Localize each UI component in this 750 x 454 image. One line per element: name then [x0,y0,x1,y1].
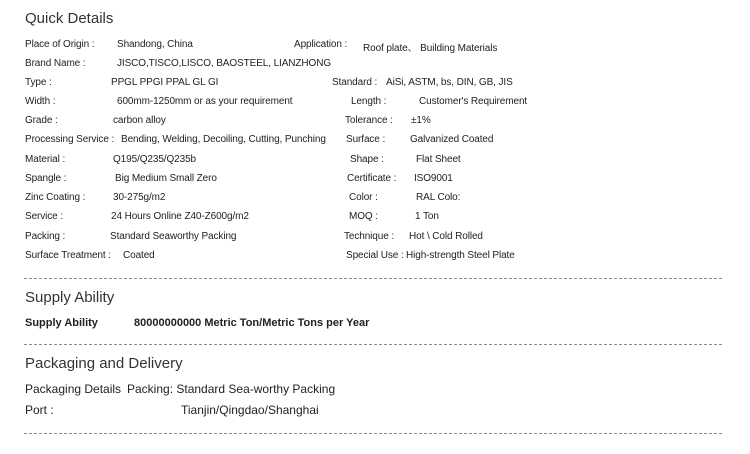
packaging-details-value: Packing: Standard Sea-worthy Packing [127,382,336,396]
port-label: Port : [25,403,54,417]
detail-label: Color : [349,192,378,203]
port-value: Tianjin/Qingdao/Shanghai [181,403,319,417]
detail-value: carbon alloy [113,115,166,126]
packaging-details-label: Packaging Details [25,382,122,396]
detail-value: RAL Colo: [416,192,461,203]
detail-label: Spangle : [25,173,67,184]
detail-value: PPGL PPGI PPAL GL GI [111,77,219,88]
detail-label: Material : [25,154,66,165]
detail-value: ISO9001 [414,173,453,184]
detail-label: Service : [25,211,64,222]
section-divider [24,278,722,279]
detail-label: Surface Treatment : [25,250,111,261]
detail-label: Width : [25,96,56,107]
detail-value: Galvanized Coated [410,134,494,145]
detail-label: Zinc Coating : [25,192,86,203]
supply-ability-title: Supply Ability [25,289,115,306]
detail-value: JISCO,TISCO,LISCO, BAOSTEEL, LIANZHONG [117,58,332,69]
quick-details-title: Quick Details [25,10,114,27]
detail-label: Special Use : [346,250,404,261]
detail-label: Surface : [346,134,386,145]
detail-value: Roof plate、 Building Materials [363,43,498,54]
detail-label: Processing Service : [25,134,115,145]
detail-label: Type : [25,77,52,88]
detail-label: Place of Origin : [25,39,95,50]
detail-value: 600mm-1250mm or as your requirement [117,96,293,107]
detail-label: MOQ : [349,211,378,222]
detail-value: Shandong, China [117,39,193,50]
detail-value: Standard Seaworthy Packing [110,231,237,242]
detail-value: High-strength Steel Plate [406,250,515,261]
detail-label: Certificate : [347,173,397,184]
section-divider [24,344,722,345]
packaging-title: Packaging and Delivery [25,355,183,372]
detail-label: Length : [351,96,387,107]
detail-label: Standard : [332,77,378,88]
detail-value: Big Medium Small Zero [115,173,217,184]
detail-value: 1 Ton [415,211,439,222]
detail-value: 24 Hours Online Z40-Z600g/m2 [111,211,249,222]
detail-label: Brand Name : [25,58,86,69]
detail-label: Application : [294,39,348,50]
detail-label: Packing : [25,231,66,242]
detail-value: Customer's Requirement [419,96,528,107]
detail-value: Hot \ Cold Rolled [409,231,483,242]
detail-value: Flat Sheet [416,154,461,165]
detail-label: Grade : [25,115,58,126]
supply-ability-label: Supply Ability [25,317,98,329]
supply-ability-value: 80000000000 Metric Ton/Metric Tons per Year [134,317,370,329]
detail-value: Bending, Welding, Decoiling, Cutting, Punching [121,134,326,145]
detail-value: 30-275g/m2 [113,192,166,203]
detail-value: Q195/Q235/Q235b [113,154,197,165]
detail-value: AiSi, ASTM, bs, DIN, GB, JIS [386,77,513,88]
detail-label: Technique : [344,231,395,242]
detail-value: Coated [123,250,155,261]
detail-label: Tolerance : [345,115,393,126]
detail-value: ±1% [411,115,431,126]
detail-label: Shape : [350,154,384,165]
section-divider [24,433,722,434]
